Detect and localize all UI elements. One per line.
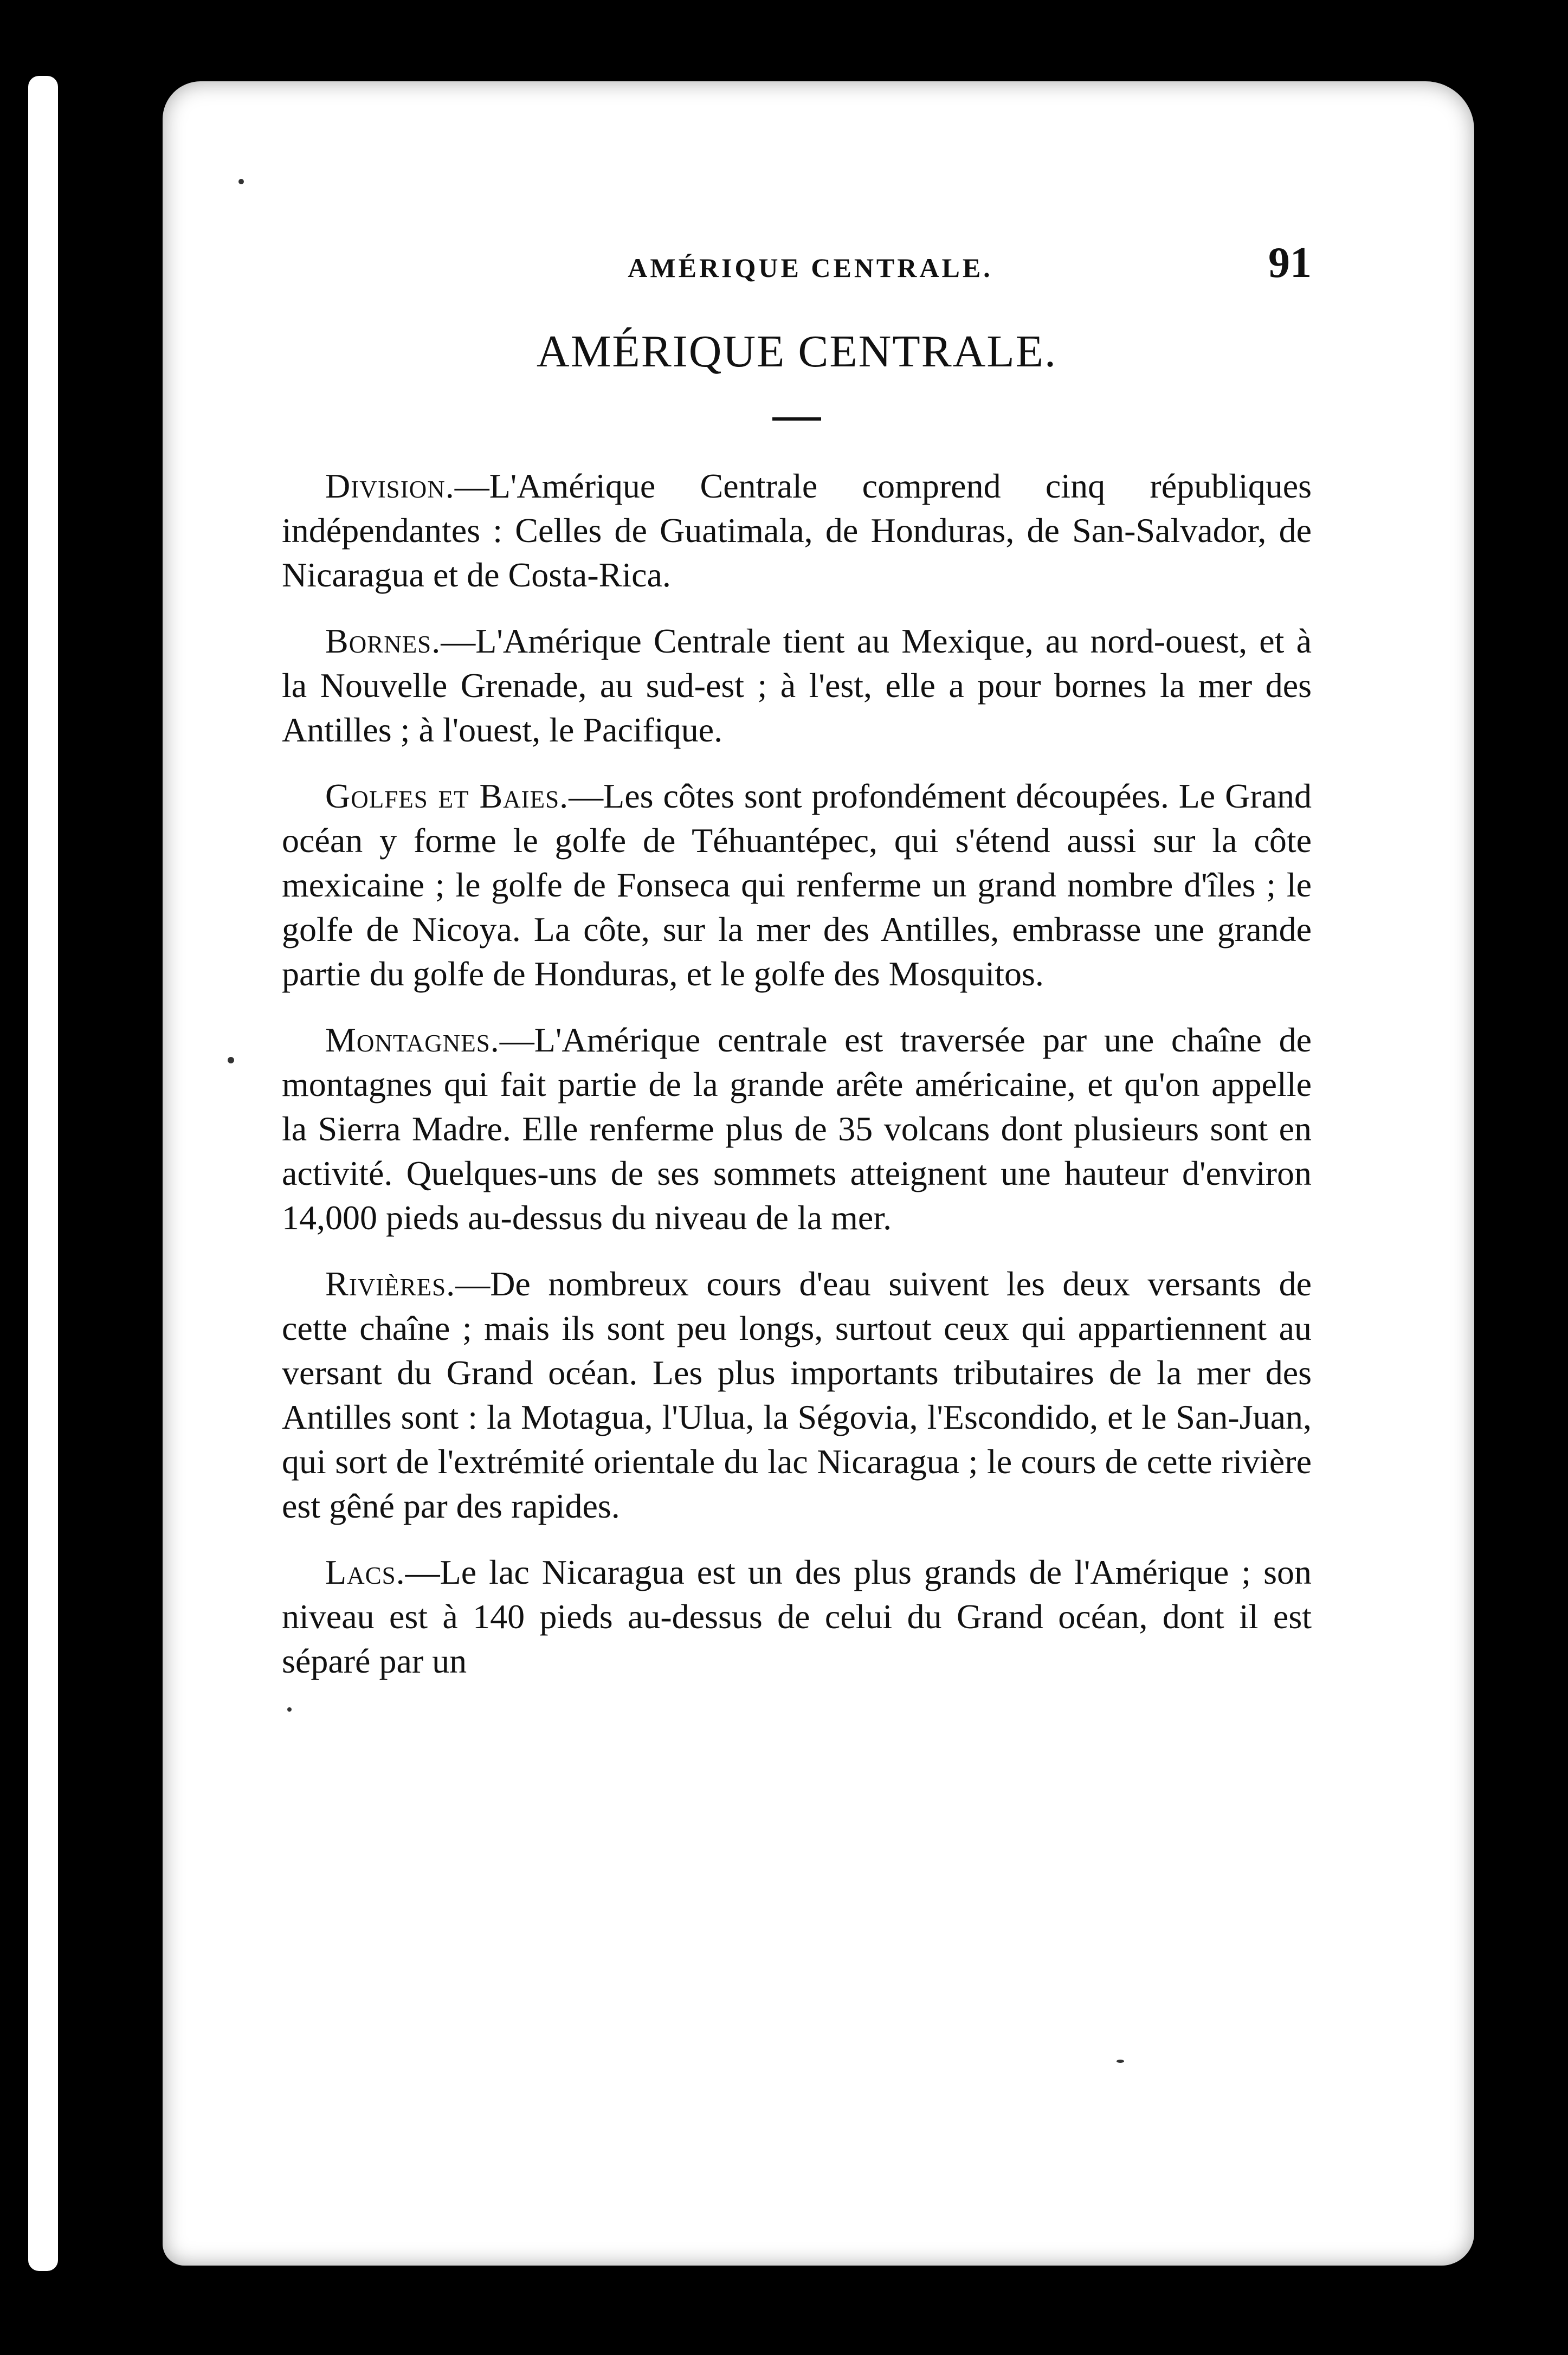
paragraph-text: —L'Amérique centrale est traversée par une chaîne de montagnes qui fait partie de la grande arête américaine, et qu'on appelle la Sierra Madre. Elle renferme plus de 35 volcans dont plusieurs sont en activité. Quelques-uns de ses sommets atteignent une hauteur d'environ 14,000 pieds au-dessus du niveau de la mer. — [282, 1021, 1312, 1237]
scan-speck — [1117, 2060, 1124, 2063]
paragraph-text: —L'Amérique Centrale comprend cinq républiques indépendantes : Celles de Guatimala, de Honduras, de San-Salvador, de Nicaragua et de Costa-Rica. — [282, 467, 1312, 594]
running-header — [282, 238, 1312, 298]
paragraph-text: —Les côtes sont profondément découpées. Le Grand océan y forme le golfe de Téhuantépec, qui s'étend aussi sur la côte mexicaine ; le golfe de Fonseca qui renferme un grand nombre d'îles ; le golfe de Nicoya. La côte, sur la mer des Antilles, embrasse une grande partie du golfe de Honduras, et le golfe des Mosquitos. — [282, 777, 1312, 993]
chapter-title: AMÉRIQUE CENTRALE. — [537, 326, 1057, 377]
paragraph-lead: Golfes et Baies. — [325, 777, 569, 815]
page-number: 91 — [1268, 239, 1312, 287]
paragraph-montagnes — [282, 1018, 1312, 1240]
paragraph-golfes — [282, 774, 1312, 996]
paragraph-lead: Lacs. — [325, 1553, 405, 1591]
paragraph-bornes — [282, 619, 1312, 752]
scan-speck — [287, 1707, 292, 1712]
paragraph-text: —L'Amérique Centrale tient au Mexique, au nord-ouest, et à la Nouvelle Grenade, au sud-est ; à l'est, elle a pour bornes la mer des Antilles ; à l'ouest, le Pacifique. — [282, 622, 1312, 749]
page-content — [282, 238, 1312, 1705]
paragraph-lead: Rivières. — [325, 1264, 456, 1303]
title-rule — [772, 417, 821, 421]
scan-speck — [228, 1057, 234, 1063]
paragraph-text: —Le lac Nicaragua est un des plus grands de l'Amérique ; son niveau est à 140 pieds au-dessus de celui du Grand océan, dont il est séparé par un — [282, 1553, 1312, 1680]
paragraph-division — [282, 464, 1312, 597]
paragraph-lead: Division. — [325, 467, 455, 505]
adjacent-page-edge — [28, 76, 58, 2271]
paragraph-rivieres — [282, 1262, 1312, 1528]
running-title: AMÉRIQUE CENTRALE. — [628, 253, 993, 283]
paragraph-lead: Bornes. — [325, 622, 441, 660]
scan-speck — [238, 179, 244, 184]
paragraph-lacs — [282, 1550, 1312, 1683]
paragraph-text: —De nombreux cours d'eau suivent les deux versants de cette chaîne ; mais ils sont peu longs, surtout ceux qui appartiennent au versant du Grand océan. Les plus importants tributaires de la mer des Antilles sont : la Motagua, l'Ulua, la Ségovia, l'Escondido, et le San-Juan, qui sort de l'extrémité orientale du lac Nicaragua ; le cours de cette rivière est gêné par des rapides. — [282, 1264, 1312, 1525]
paragraph-lead: Montagnes. — [325, 1021, 500, 1059]
